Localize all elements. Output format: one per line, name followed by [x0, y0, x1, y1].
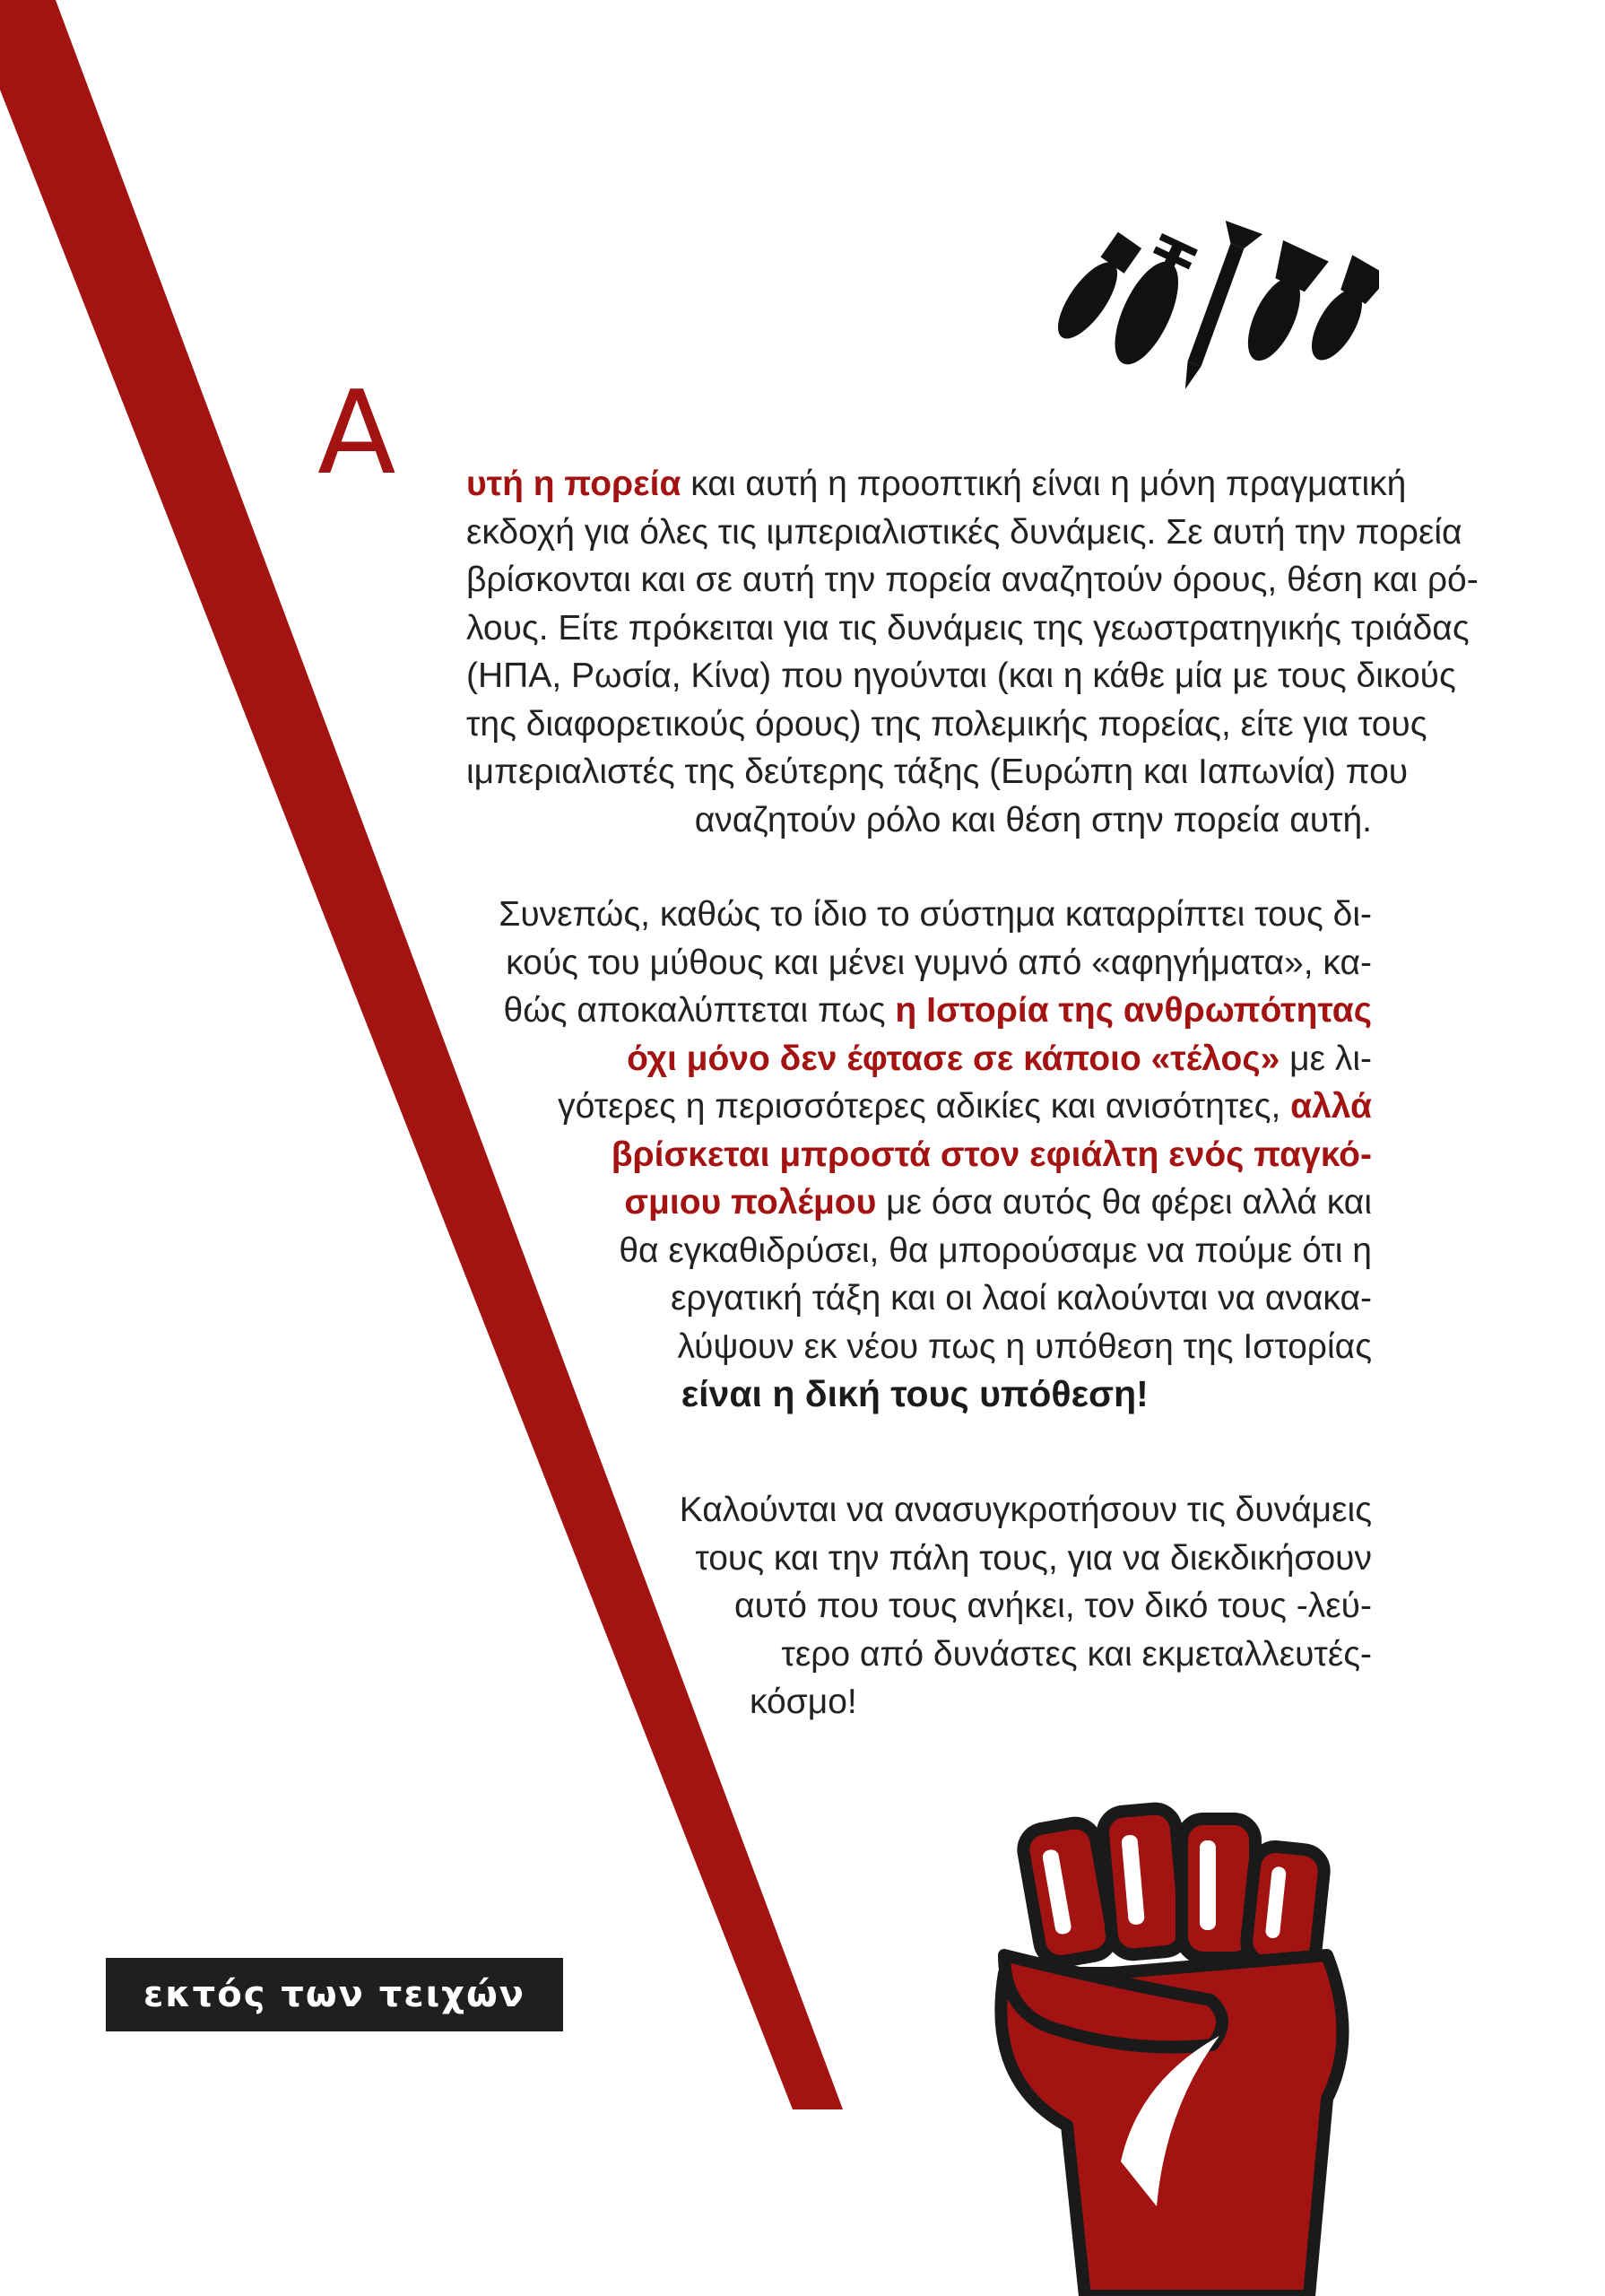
highlight-bold: είναι η δική τους υπόθεση! — [681, 1373, 1149, 1414]
text-line: θα εγκαθιδρύσει, θα μπορούσαμε να πούμε ότι η — [619, 1231, 1372, 1270]
text-line: αναζητούν ρόλο και θέση στην πορεία αυτή. — [694, 800, 1372, 839]
text-line: Καλούνται να ανασυγκροτήσουν τις δυνάμεις — [679, 1491, 1372, 1529]
text-line — [448, 1131, 1372, 1179]
drop-cap: Α — [317, 367, 396, 500]
highlight-red: αλλά — [1290, 1087, 1372, 1126]
text-line: κούς του μύθους και μένει γυμνό από «αφηγήματα», κα- — [506, 943, 1372, 982]
text-line — [448, 1083, 1372, 1131]
highlight-red: όχι μόνο δεν έφτασε σε κάποιο «τέλος» — [627, 1039, 1280, 1078]
highlight-red: σμιου πολέμου — [624, 1183, 877, 1222]
line-text: με λι- — [1280, 1039, 1372, 1078]
text-line: της διαφορετικούς όρους) της πολεμικής πορείας, είτε για τους — [466, 704, 1427, 744]
text-line — [448, 1178, 1372, 1227]
paragraph-3 — [664, 1486, 1372, 1726]
highlight-red: υτή η πορεία — [466, 465, 681, 503]
highlight-red: η Ιστορία της ανθρωπότητας — [895, 991, 1372, 1030]
paragraph-1 — [466, 460, 1479, 844]
line-text: κόσμο! — [749, 1683, 857, 1721]
text-line: (ΗΠΑ, Ρωσία, Κίνα) που ηγούνται (και η κάθε μία με τους δικούς — [466, 657, 1456, 695]
text-line: εκδοχή για όλες τις ιμπεριαλιστικές δυνάμεις. Σε αυτή την πορεία — [466, 512, 1462, 552]
text-line: Συνεπώς, καθώς το ίδιο το σύστημα καταρρίπτει τους δι- — [499, 895, 1372, 934]
text-line — [448, 987, 1372, 1035]
text-line — [448, 1370, 1372, 1420]
line-text: και αυτή η προοπτική είναι η μόνη πραγματική — [681, 465, 1407, 503]
text-line: εργατική τάξη και οι λαοί καλούνται να ανακα- — [671, 1279, 1372, 1318]
paragraph-2 — [448, 891, 1372, 1420]
text-line: τους και την πάλη τους, για να διεκδικήσουν — [695, 1538, 1372, 1578]
line-text: θώς αποκαλύπτεται πως — [503, 991, 896, 1030]
text-line — [664, 1678, 1372, 1726]
text-line — [466, 460, 1407, 509]
text-line — [448, 1035, 1372, 1083]
text-line: λους. Είτε πρόκειται για τις δυνάμεις της γεωστρατηγικής τριάδας — [466, 608, 1470, 648]
text-line: αυτό που τους ανήκει, τον δικό τους -λεύ- — [734, 1587, 1372, 1625]
highlight-red: βρίσκεται μπροστά στον εφιάλτη ενός παγκό- — [611, 1135, 1372, 1174]
bombs-icon — [1047, 215, 1379, 395]
line-text: γότερες η περισσότερες αδικίες και ανισότητες, — [558, 1087, 1291, 1126]
text-line: τερο από δυνάστες και εκμεταλλευτές- — [781, 1634, 1372, 1674]
brand-logo-badge: εκτός των τειχών — [106, 1958, 563, 2031]
text-line: βρίσκονται και σε αυτή την πορεία αναζητούν όρους, θέση και ρό- — [466, 561, 1479, 599]
line-text: με όσα αυτός θα φέρει αλλά και — [876, 1183, 1372, 1222]
text-line: λύψουν εκ νέου πως η υπόθεση της Ιστορίας — [677, 1326, 1372, 1366]
raised-fist-icon — [950, 1785, 1399, 2296]
text-line: ιμπεριαλιστές της δεύτερης τάξης (Ευρώπη και Ιαπωνία) που — [466, 752, 1409, 791]
